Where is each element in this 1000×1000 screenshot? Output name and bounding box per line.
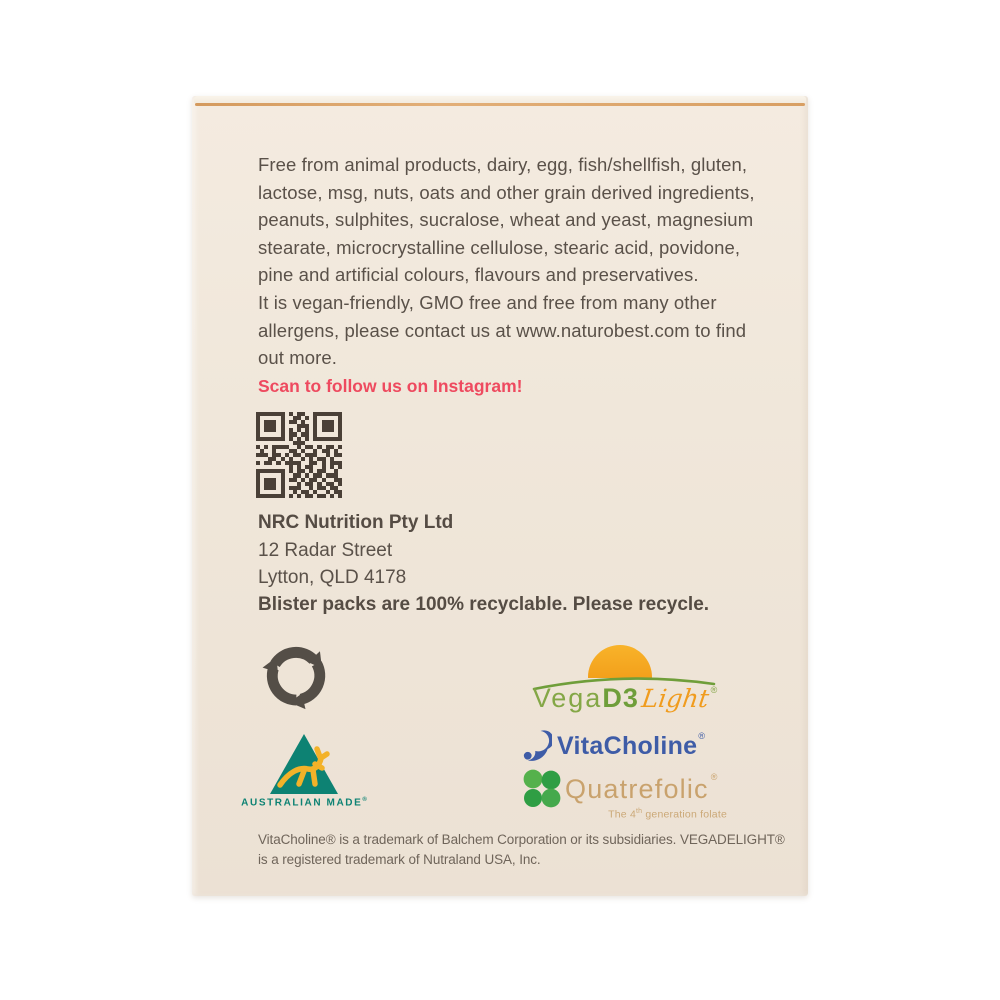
registered-mark: ® (710, 685, 718, 695)
box-top-face (194, 96, 806, 103)
allergen-line: Free from animal products, dairy, egg, fish/shellfish, gluten, (258, 154, 748, 175)
allergen-line: peanuts, sulphites, sucralose, wheat and yeast, magnesium (258, 209, 754, 230)
company-name: NRC Nutrition Pty Ltd (258, 512, 454, 533)
trademark-line: VitaCholine® is a trademark of Balchem Corporation or its subsidiaries. VEGADELIGHT® (258, 832, 785, 847)
quatrefolic-wordmark: Quatrefolic (565, 773, 709, 804)
qr-code (256, 412, 342, 498)
vegan-line: out more. (258, 347, 338, 368)
vegad3-name-part1: Vega (532, 683, 603, 713)
product-box-back-panel (192, 96, 808, 896)
quatrefolic-tagline: The 4th generation folate (608, 808, 727, 821)
vitacholine-swoosh-icon (522, 729, 552, 763)
australian-made-kangaroo-icon (269, 733, 339, 795)
australian-made-label: AUSTRALIAN MADE® (241, 797, 367, 809)
vegad3-name-part2: D3 (602, 683, 639, 713)
registered-mark: ® (362, 797, 367, 803)
allergen-line: pine and artificial colours, flavours and preservatives. (258, 264, 699, 285)
vitacholine-logo (522, 729, 705, 763)
allergen-line: stearate, microcrystalline cellulose, stearic acid, povidone, (258, 236, 741, 258)
vegan-statement (258, 289, 746, 372)
vegan-line: It is vegan-friendly, GMO free and free from many other (258, 292, 717, 313)
allergen-line: lactose, msg, nuts, oats and other grain derived ingredients, (258, 181, 755, 203)
vitacholine-wordmark: VitaCholine (557, 731, 698, 760)
vegad3-name-part3: Light (639, 684, 711, 713)
box-top-edge-line (195, 103, 805, 106)
street-address: 12 Radar Street (258, 539, 393, 561)
recycle-note: Blister packs are 100% recyclable. Please recycle. (258, 594, 710, 615)
clover-icon (522, 768, 562, 810)
instagram-cta: Scan to follow us on Instagram! (258, 376, 523, 396)
recycling-symbol-icon (254, 634, 338, 718)
allergen-statement (258, 151, 755, 289)
registered-mark: ® (710, 772, 718, 782)
city-address: Lytton, QLD 4178 (258, 567, 407, 588)
trademark-footer (258, 830, 785, 869)
vegad3-light-logo (530, 645, 720, 717)
vegan-line: allergens, please contact us at www.naturobest.com to find (258, 319, 747, 341)
trademark-line: is a registered trademark of Nutraland USA, Inc. (258, 851, 541, 867)
australian-made-logo (224, 733, 384, 808)
quatrefolic-logo (522, 768, 732, 821)
vegad3-wordmark (530, 685, 720, 712)
company-address (258, 509, 453, 592)
registered-mark: ® (698, 731, 706, 741)
